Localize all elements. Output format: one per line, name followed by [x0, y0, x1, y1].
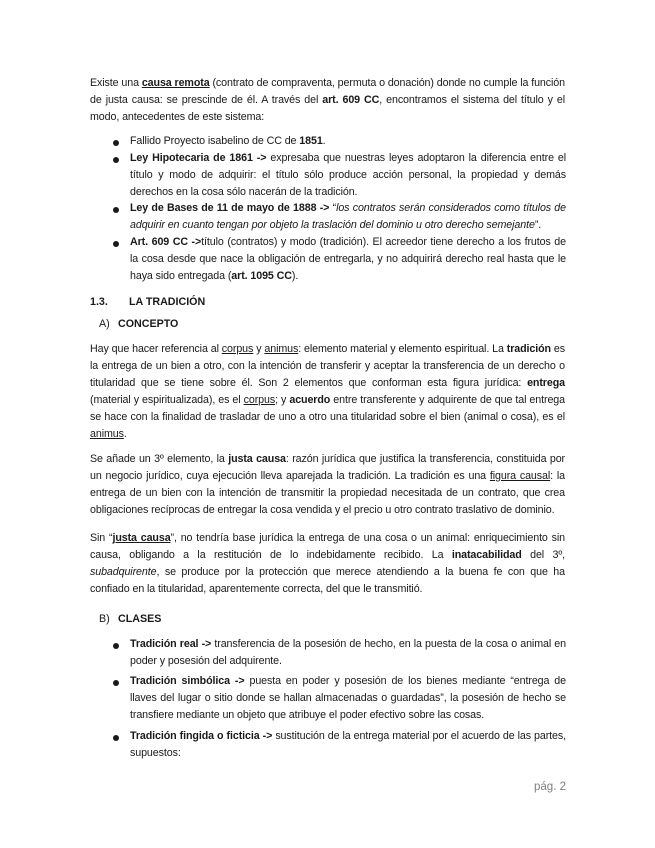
section-number: 1.3. [90, 296, 108, 308]
intro-paragraph: Existe una causa remota (contrato de compraventa, permuta o donación) donde no cumple la función de justa causa: se prescinde de él. A través del art. 609 CC, encontramos el sistema del título y el modo, antecedentes de este sistema: [90, 77, 565, 123]
concepto-paragraph-1: Hay que hacer referencia al corpus y animus: elemento material y elemento espiritual. La tradición es la entrega de un bien a otro, con la intención de transferir y aceptar la transferencia de un derecho o titularidad que se tiene sobre él. Son 2 elementos que conforman esta figura jurídica: entrega (material y espiritualizada), es el corpus; y acuerdo entre transferente y adquirente de que tal entrega se hace con la finalidad de trasladar de uno a otro una titularidad sobre el bien (animal o cosa), es el animus. [90, 343, 566, 440]
bullet-icon [113, 207, 119, 213]
bullet-icon [113, 735, 119, 741]
bullet-icon [113, 157, 119, 163]
list-item: Art. 609 CC ->título (contratos) y modo (tradición). El acreedor tiene derecho a los frutos de la cosa desde que nace la obligación de entregarla, y no adquirirá derecho real hasta que le haya sido entregada (art. 1095 CC). [130, 236, 566, 282]
list-item: Fallido Proyecto isabelino de CC de 1851. [130, 135, 326, 147]
bullet-icon [113, 680, 119, 686]
list-item: Tradición simbólica -> puesta en poder y posesión de los bienes mediante “entrega de llaves del lugar o sitio donde se hallan almacenadas o guardadas”, la posesión de hecho se transfiere mediante un objeto que atribuye el poder efectivo sobre las cosas. [130, 675, 566, 721]
concepto-paragraph-3: Sin “justa causa”, no tendría base jurídica la entrega de una cosa o un animal: enriquecimiento sin causa, obligando a la restitución de lo indebidamente recibido. La inatacabilidad del 3º, subadquirente, se produce por la protección que merece atendiendo a la buena fe con que ha confiado en la titularidad, aparentemente correcta, del que le transmitió. [90, 532, 566, 595]
bullet-icon [113, 643, 119, 649]
page-number: pág. 2 [534, 781, 566, 793]
subsection-a-title: CONCEPTO [118, 318, 179, 330]
list-item: Tradición fingida o ficticia -> sustitución de la entrega material por el acuerdo de las partes, supuestos: [130, 730, 567, 759]
bullet-icon [113, 140, 119, 146]
list-item: Ley de Bases de 11 de mayo de 1888 -> “los contratos serán considerados como títulos de adquirir en cuanto tengan por objeto la traslación del dominio u otro derecho semejante”. [130, 202, 566, 231]
section-title: LA TRADICIÓN [129, 296, 206, 308]
causa-remota-term: causa remota [141, 77, 210, 89]
subsection-a-label: A) [99, 318, 110, 330]
subsection-b-title: CLASES [118, 613, 162, 625]
list-item: Tradición real -> transferencia de la posesión de hecho, en la puesta de la cosa o animal en poder y posesión del adquirente. [130, 638, 566, 667]
list-item: Ley Hipotecaria de 1861 -> expresaba que nuestras leyes adoptaron la diferencia entre el título y modo de adquirir: el título sólo produce acción personal, la propiedad y demás derechos en la cosa sólo nacerán de la tradición. [130, 152, 567, 198]
bullet-icon [113, 241, 119, 247]
concepto-paragraph-2: Se añade un 3º elemento, la justa causa: razón jurídica que justifica la transferencia, constituida por un negocio jurídico, cuya ejecución lleva aparejada la tradición. La tradición es una figura causal: la entrega de un bien con la intención de transmitir la propiedad necesitada de un contrato, que crea obligaciones recíprocas de entregar la cosa vendida y el precio u otro contrato traslativo de dominio. [90, 453, 566, 516]
subsection-b-label: B) [99, 613, 110, 625]
